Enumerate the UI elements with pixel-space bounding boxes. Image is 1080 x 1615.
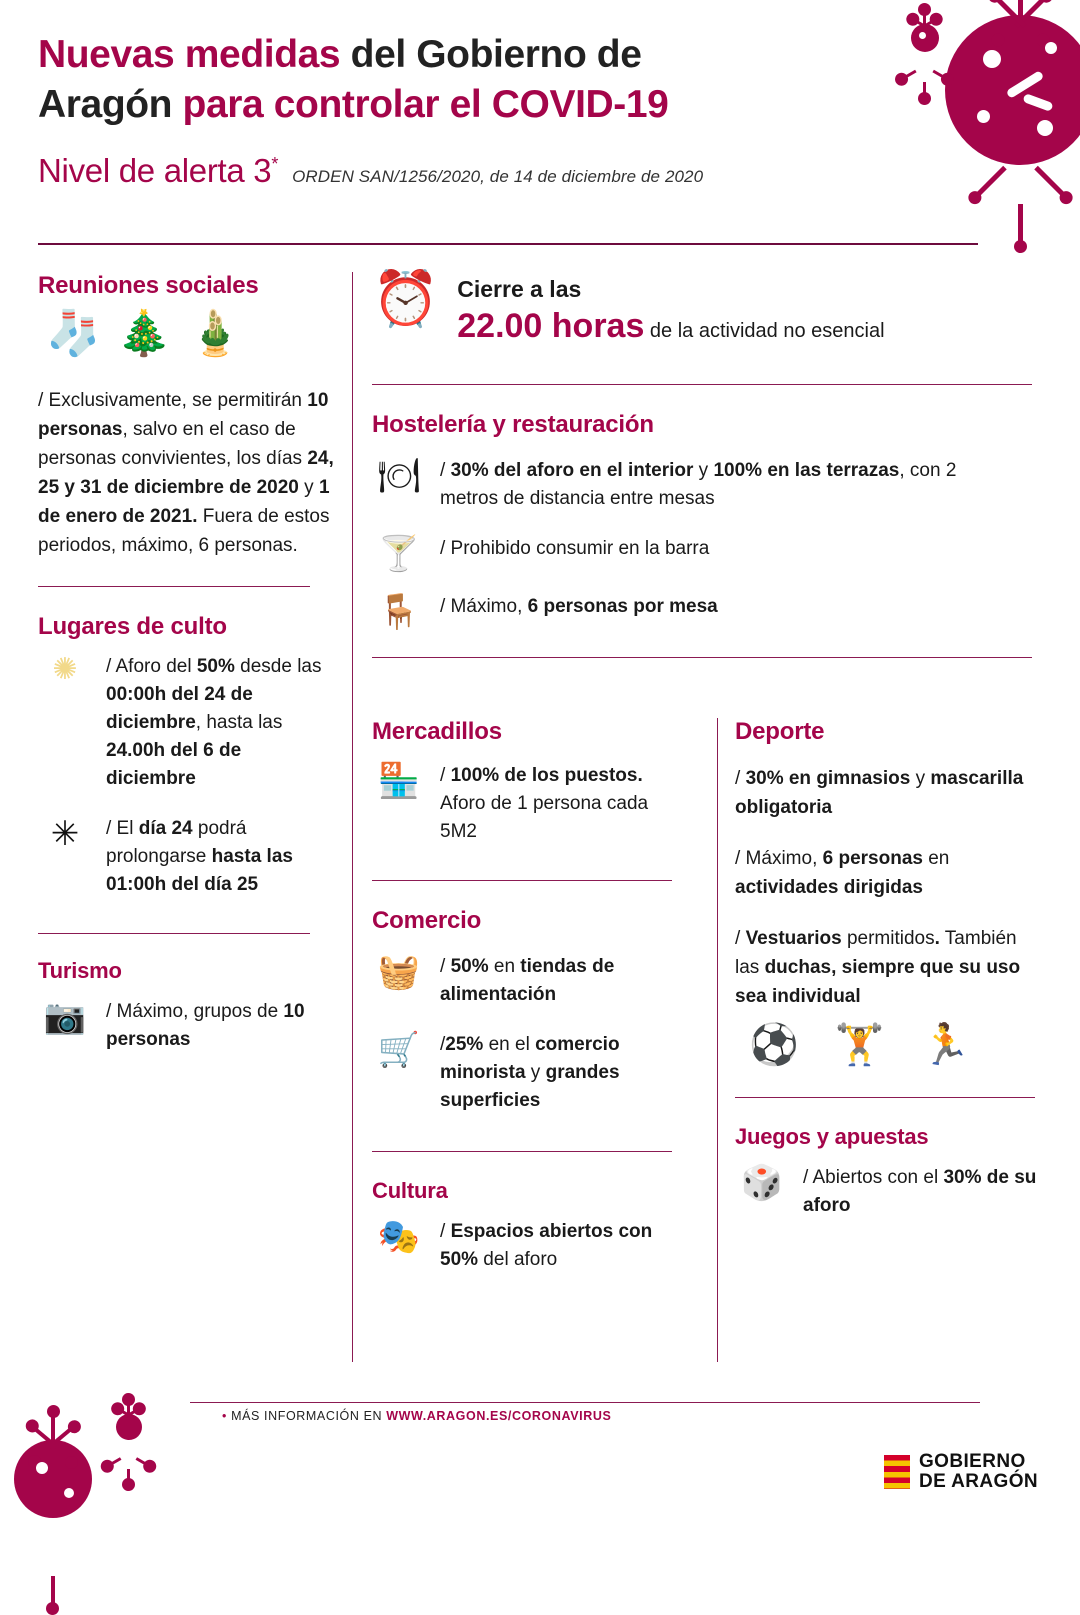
- comercio-item-1: [372, 953, 690, 1009]
- market-stall-icon: 🏪: [377, 762, 421, 800]
- footer-url[interactable]: WWW.ARAGON.ES/CORONAVIRUS: [386, 1409, 612, 1423]
- table-chairs-icon: 🪑: [377, 593, 421, 631]
- theater-masks-icon: 🎭: [377, 1218, 421, 1256]
- divider-deporte: [735, 1097, 1035, 1098]
- christmas-bauble-icon: 🎍: [187, 309, 243, 358]
- mercadillos-item-1: [372, 762, 690, 846]
- closing-hours: 22.00 horas: [457, 307, 645, 345]
- worship-item-2-text: / El día 24 podrá prolongarse hasta las 01:00h del día 25: [106, 818, 293, 895]
- christmas-icons-row: [46, 309, 334, 358]
- gov-logo-line2: DE ARAGÓN: [918, 1471, 1038, 1492]
- runner-icon: 🏃: [920, 1023, 971, 1067]
- mercadillos-comercio-column: [372, 718, 690, 1296]
- section-title-hosteleria: Hostelería y restauración: [372, 411, 654, 438]
- header: [38, 30, 938, 190]
- deporte-icons-row: [749, 1025, 1045, 1065]
- section-title-lugares-de-culto: Lugares de culto: [38, 613, 227, 640]
- worship-item-1: [38, 653, 334, 793]
- gov-logo-text: [919, 1452, 1038, 1492]
- hosteleria-items: [372, 457, 1032, 629]
- deporte-item-1-text: / 30% en gimnasios y mascarilla obligatoria: [735, 768, 1024, 818]
- gov-logo-line1: GOBIERNO: [918, 1451, 1026, 1472]
- hosteleria-item-1-text: / 30% del aforo en el interior y 100% en las terrazas, con 2 metros de distancia entre mesas: [440, 460, 957, 509]
- section-title-juegos: Juegos y apuestas: [735, 1124, 929, 1149]
- hosteleria-item-3-text: / Máximo, 6 personas por mesa: [440, 596, 718, 617]
- section-title-cultura: Cultura: [372, 1178, 448, 1203]
- cultura-text: / Espacios abiertos con 50% del aforo: [440, 1221, 653, 1270]
- comercio-item-1-text: / 50% en tiendas de alimentación: [440, 956, 615, 1005]
- deporte-item-2-text: / Máximo, 6 personas en actividades dirigidas: [735, 848, 950, 898]
- serving-dish-icon: 🍽: [377, 457, 421, 495]
- turismo-item: [38, 998, 334, 1054]
- right-column: [735, 718, 1045, 1242]
- cultura-item: [372, 1218, 690, 1274]
- food-basket-icon: 🧺: [377, 953, 421, 991]
- light-rays-icon: ✺: [52, 653, 78, 686]
- star-icon: ✳: [50, 815, 80, 853]
- divider-comercio: [372, 1151, 672, 1152]
- divider-left-1: [38, 586, 310, 587]
- section-title-deporte: Deporte: [735, 718, 825, 745]
- weightlifter-icon: 🏋: [834, 1023, 885, 1067]
- reuniones-sociales-text: / Exclusivamente, se permitirán 10 personas, salvo en el caso de personas convivientes, los días 24, 25 y 31 de diciembre de 2020 y 1 de enero de 2021. Fuera de estos periodos, máximo, 6 personas.: [38, 390, 334, 556]
- worship-item-1-text: / Aforo del 50% desde las 00:00h del 24 de diciembre, hasta las 24.00h del 6 de diciembre: [106, 656, 322, 789]
- shopping-cart-icon: 🛒: [377, 1031, 421, 1069]
- camera-icon: 📷: [43, 998, 87, 1036]
- divider-mid-1: [372, 384, 1032, 385]
- deporte-item-3-text: / Vestuarios permitidos. También las duchas, siempre que su uso sea individual: [735, 928, 1021, 1007]
- divider-mid-2: [372, 657, 1032, 658]
- column-divider-2: [717, 718, 718, 1362]
- cocktail-icon: 🍸: [377, 535, 421, 573]
- mercadillos-item-1-text: / 100% de los puestos. Aforo de 1 persona cada 5M2: [440, 765, 649, 842]
- dice-icon: 🎲: [740, 1164, 784, 1202]
- hosteleria-item-2: [372, 535, 1032, 571]
- juegos-item: [735, 1164, 1045, 1220]
- soccer-ball-icon: ⚽: [749, 1023, 799, 1067]
- alert-level-asterisk: *: [271, 154, 279, 174]
- title-part4: para controlar el COVID-19: [182, 83, 669, 126]
- page-title: [38, 30, 938, 130]
- footer-bullet: •: [222, 1409, 227, 1423]
- alert-level: [38, 152, 278, 190]
- closing-lines: [457, 272, 884, 346]
- order-reference: ORDEN SAN/1256/2020, de 14 de diciembre de 2020: [292, 167, 704, 186]
- gobierno-de-aragon-logo: [884, 1452, 1038, 1492]
- virus-illustration-bottom-left: [0, 1400, 140, 1540]
- title-part1: Nuevas medidas: [38, 33, 341, 76]
- footer-label: MÁS INFORMACIÓN EN: [231, 1409, 387, 1423]
- column-divider-1: [352, 272, 353, 1362]
- footer-info: [222, 1409, 611, 1423]
- title-part2: del Gobierno de: [340, 33, 642, 76]
- hosteleria-item-1: [372, 457, 1032, 513]
- juegos-text: / Abiertos con el 30% de su aforo: [803, 1167, 1037, 1216]
- section-title-mercadillos: Mercadillos: [372, 718, 502, 745]
- closing-line2: [457, 307, 884, 346]
- comercio-item-2: [372, 1031, 690, 1115]
- virus-illustration-bottom-left-small: [100, 1398, 160, 1458]
- alert-level-row: [38, 152, 938, 190]
- closing-line1: Cierre a las: [457, 276, 582, 302]
- aragon-flag-icon: [884, 1455, 910, 1489]
- hosteleria-item-2-text: / Prohibido consumir en la barra: [440, 538, 710, 559]
- header-divider: [38, 243, 978, 245]
- section-title-turismo: Turismo: [38, 958, 122, 983]
- closing-rest: de la actividad no esencial: [644, 320, 885, 342]
- turismo-text: / Máximo, grupos de 10 personas: [106, 1001, 305, 1050]
- section-title-comercio: Comercio: [372, 907, 482, 934]
- worship-item-2: [38, 815, 334, 899]
- alert-level-text: Nivel de alerta 3: [38, 152, 272, 189]
- left-column: [38, 272, 334, 1076]
- closing-time-block: [372, 269, 1032, 346]
- middle-column: [372, 269, 1032, 684]
- footer-divider: [190, 1402, 980, 1403]
- divider-mercadillos: [372, 880, 672, 881]
- alarm-clock-icon: ⏰: [372, 269, 440, 329]
- christmas-stocking-icon: 🧦: [46, 309, 101, 358]
- hosteleria-item-3: [372, 593, 1032, 629]
- christmas-tree-icon: 🎄: [116, 309, 172, 358]
- section-title-reuniones-sociales: Reuniones sociales: [38, 272, 259, 299]
- divider-left-2: [38, 933, 310, 934]
- title-part3: Aragón: [38, 83, 183, 126]
- comercio-item-2-text: /25% en el comercio minorista y grandes superficies: [440, 1034, 620, 1111]
